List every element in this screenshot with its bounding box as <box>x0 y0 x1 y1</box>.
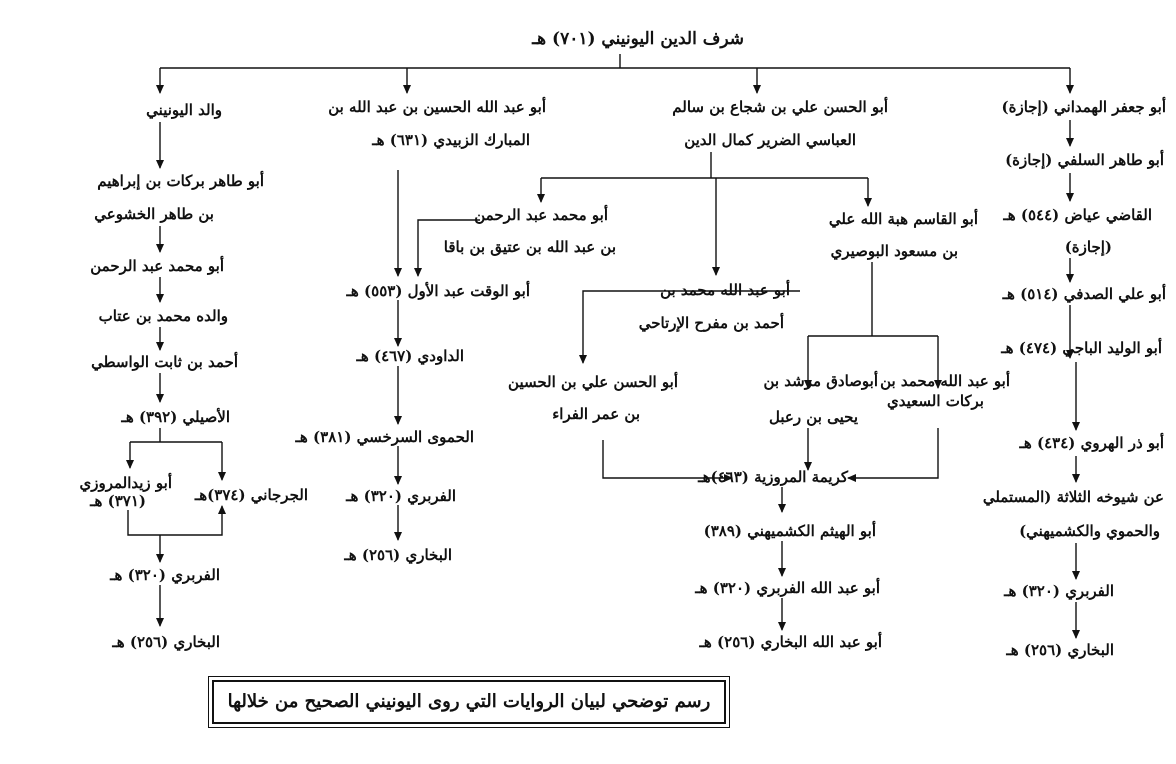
node-b1-line2: العباسي الضرير كمال الدين <box>684 131 856 149</box>
node-b3-line2: بركات السعيدي <box>886 392 984 410</box>
node-b11: أبو عبد الله البخاري (٢٥٦) هـ <box>699 633 882 651</box>
node-b4: أبوصادق مرشد بن <box>763 372 878 390</box>
node-c1-line2: المبارك الزبيدي (٦٣١) هـ <box>372 131 530 149</box>
node-b8: كريمة المروزية (٤٦٣)هـ <box>698 468 848 486</box>
node-c5: الفربري (٣٢٠) هـ <box>346 487 456 505</box>
node-b7: أبو الحسن علي بن الحسين <box>508 373 678 391</box>
node-b2: أبو القاسم هبة الله علي <box>828 210 978 228</box>
node-a3: القاضي عياض (٥٤٤) هـ <box>1003 206 1152 224</box>
node-b3: أبو عبد الله محمد بن <box>880 372 1010 390</box>
node-a1: أبو جعفر الهمداني (إجازة) <box>1001 98 1166 116</box>
node-a7: عن شيوخه الثلاثة (المستملي <box>982 488 1164 506</box>
node-a6: أبو ذر الهروي (٤٣٤) هـ <box>1019 434 1164 452</box>
node-b10: أبو عبد الله الفربري (٣٢٠) هـ <box>695 579 880 597</box>
node-b7-line2: بن عمر الفراء <box>552 405 640 423</box>
node-c1: أبو عبد الله الحسين بن عبد الله بن <box>328 98 546 116</box>
diagram-caption: رسم توضحي لبيان الروايات التي روى اليونيني الصحيح من خلالها <box>212 680 726 724</box>
node-a8: الفربري (٣٢٠) هـ <box>1004 582 1114 600</box>
node-c3: الداودي (٤٦٧) هـ <box>356 347 464 365</box>
node-d6: الأصيلي (٣٩٢) هـ <box>121 408 230 426</box>
node-a2: أبو طاهر السلفي (إجازة) <box>1005 151 1164 169</box>
node-b6-line2: أحمد بن مفرح الإرتاحي <box>638 314 784 332</box>
node-d2: أبو طاهر بركات بن إبراهيم <box>97 172 264 190</box>
node-b4-line2: يحيى بن رعبل <box>768 408 858 426</box>
node-d1: والد اليونيني <box>146 101 222 119</box>
node-b9: أبو الهيثم الكشميهني (٣٨٩) <box>703 522 876 540</box>
node-a9: البخاري (٢٥٦) هـ <box>1006 641 1114 659</box>
node-a4: أبو علي الصدفي (٥١٤) هـ <box>1002 285 1166 303</box>
node-c4: الحموى السرخسي (٣٨١) هـ <box>295 428 474 446</box>
node-b1: أبو الحسن علي بن شجاع بن سالم <box>672 98 888 116</box>
node-a7-line2: والحموي والكشميهني) <box>1019 522 1160 540</box>
node-b6: أبو عبد الله محمد بن <box>660 281 790 299</box>
edge-d8-d7-loop <box>128 506 222 535</box>
node-d8: أبو زيدالمروزي <box>79 474 172 492</box>
node-d8-line2: (٣٧١) هـ <box>90 492 146 510</box>
node-c6: البخاري (٢٥٦) هـ <box>344 546 452 564</box>
node-d2-line2: بن طاهر الخشوعي <box>94 205 214 223</box>
node-b2-line2: بن مسعود البوصيري <box>830 242 958 260</box>
node-d5: أحمد بن ثابت الواسطي <box>91 353 238 371</box>
node-root: شرف الدين اليونيني (٧٠١) هـ <box>532 29 744 49</box>
node-d4: والده محمد بن عتاب <box>98 307 228 325</box>
node-d7: الجرجاني (٣٧٤)هـ <box>194 486 308 504</box>
node-b5-line2: بن عبد الله بن عتيق بن باقا <box>443 238 616 256</box>
node-a3-note: (إجازة) <box>1064 238 1112 256</box>
node-d3: أبو محمد عبد الرحمن <box>90 257 224 275</box>
node-d9: الفربري (٣٢٠) هـ <box>110 566 220 584</box>
node-b5: أبو محمد عبد الرحمن <box>474 206 608 224</box>
node-a5: أبو الوليد الباجي (٤٧٤) هـ <box>1001 339 1162 357</box>
node-c2: أبو الوقت عبد الأول (٥٥٣) هـ <box>346 282 530 300</box>
node-d10: البخاري (٢٥٦) هـ <box>112 633 220 651</box>
edge-b3-b8 <box>848 428 938 478</box>
